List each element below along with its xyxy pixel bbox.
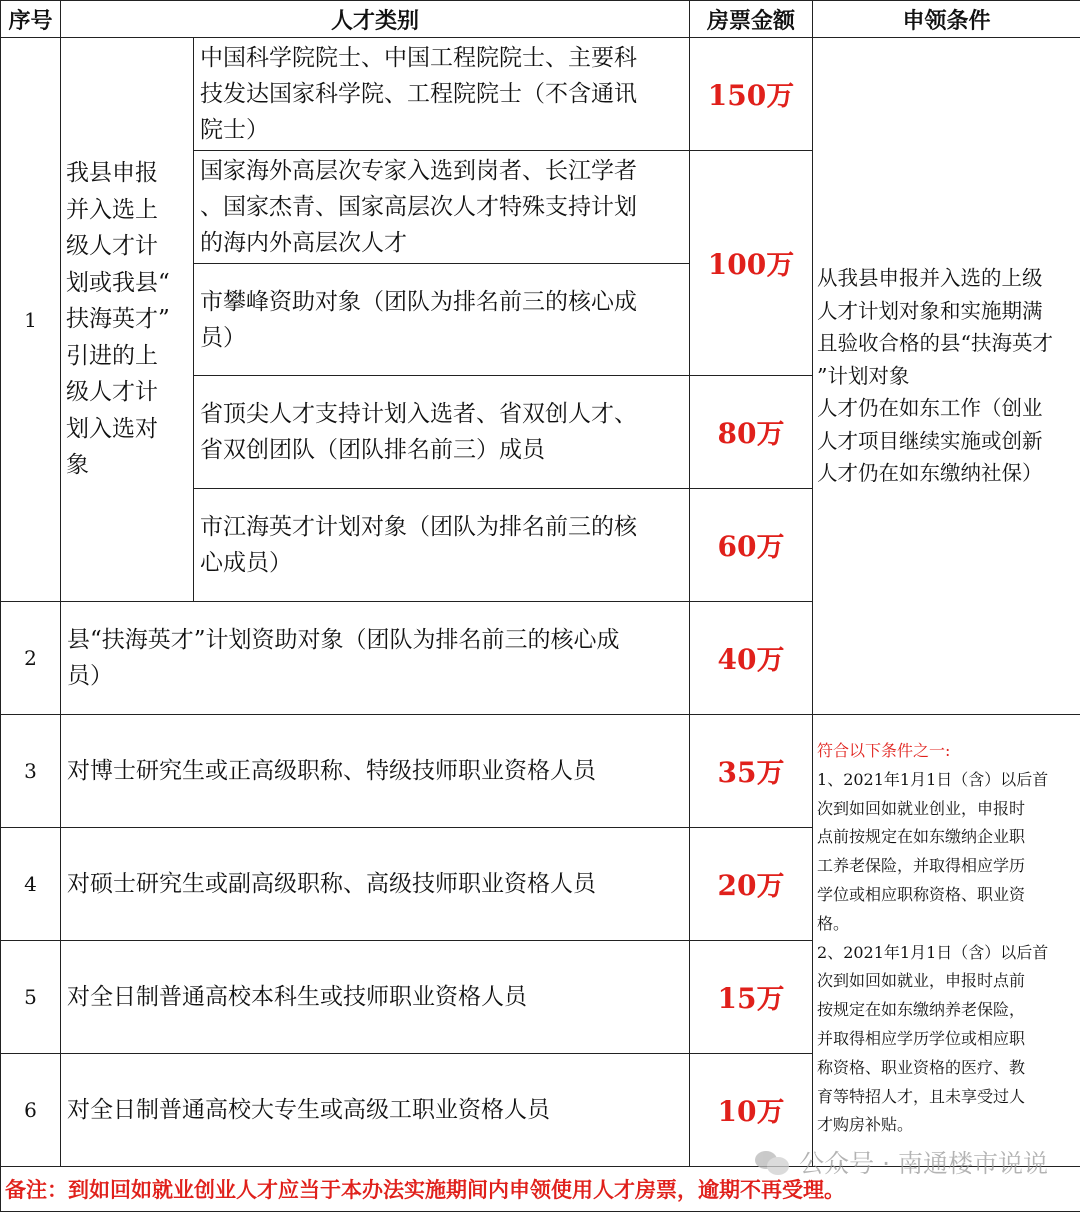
amount-cell: 40万 (690, 602, 813, 715)
amount-cell: 35万 (690, 715, 813, 828)
watermark-text: 公众号 · 南通楼市说说 (799, 1144, 1048, 1180)
amount-cell: 20万 (690, 828, 813, 941)
category-cell: 对全日制普通高校本科生或技师职业资格人员 (61, 941, 690, 1054)
row-seq: 2 (1, 602, 61, 715)
category-cell: 对博士研究生或正高级职称、特级技师职业资格人员 (61, 715, 690, 828)
row-seq: 5 (1, 941, 61, 1054)
amount-cell: 15万 (690, 941, 813, 1054)
header-seq: 序号 (1, 1, 61, 38)
header-amount: 房票金额 (690, 1, 813, 38)
amount-cell: 60万 (690, 489, 813, 602)
condition-lower-title: 符合以下条件之一: (817, 737, 1076, 766)
condition-lower (813, 715, 1080, 1167)
amount-cell: 150万 (690, 38, 813, 151)
row-seq: 1 (1, 38, 61, 602)
category-cell: 市攀峰资助对象（团队为排名前三的核心成 员） (194, 264, 690, 376)
wechat-icon (755, 1149, 791, 1175)
category-cell: 县“扶海英才”计划资助对象（团队为排名前三的核心成 员） (61, 602, 690, 715)
row-seq: 6 (1, 1054, 61, 1167)
header-row (1, 1, 1080, 38)
watermark (755, 1144, 1048, 1180)
condition-lower-body: 1、2021年1月1日（含）以后首 次到如回如就业创业，申报时 点前按规定在如东缴纳企业职 工养老保险，并取得相应学历 学位或相应职称资格、职业资 格。 2、2021年1月1日（含）以后首 次到如回如就业，申报时点前 按规定在如东缴纳养老保险， 并取得相应学历学位或相应职 称资格、职业资格的医疗、教 育等特招人才，且未享受过人 才购房补贴。 (817, 766, 1076, 1140)
row-seq: 4 (1, 828, 61, 941)
condition-upper: 从我县申报并入选的上级 人才计划对象和实施期满 且验收合格的县“扶海英才 ”计划对象 人才仍在如东工作（创业 人才项目继续实施或创新 人才仍在如东缴纳社保） (813, 38, 1080, 715)
header-category: 人才类别 (61, 1, 690, 38)
category-cell: 对硕士研究生或副高级职称、高级技师职业资格人员 (61, 828, 690, 941)
category-cell: 市江海英才计划对象（团队为排名前三的核 心成员） (194, 489, 690, 602)
table-row (1, 38, 1080, 151)
row-seq: 3 (1, 715, 61, 828)
group-category: 我县申报 并入选上 级人才计 划或我县“ 扶海英才” 引进的上 级人才计 划入选对 象 (61, 38, 194, 602)
category-cell: 省顶尖人才支持计划入选者、省双创人才、 省双创团队（团队排名前三）成员 (194, 376, 690, 489)
category-cell: 国家海外高层次专家入选到岗者、长江学者 、国家杰青、国家高层次人才特殊支持计划 的海内外高层次人才 (194, 151, 690, 264)
amount-cell: 10万 (690, 1054, 813, 1167)
amount-cell: 100万 (690, 151, 813, 376)
header-condition: 申领条件 (813, 1, 1080, 38)
table-row (1, 715, 1080, 828)
category-cell: 中国科学院院士、中国工程院院士、主要科 技发达国家科学院、工程院院士（不含通讯 院士） (194, 38, 690, 151)
amount-cell: 80万 (690, 376, 813, 489)
note-text: 备注：到如回如就业创业人才应当于本办法实施期间内申领使用人才房票，逾期不再受理。 (1, 1167, 1080, 1212)
category-cell: 对全日制普通高校大专生或高级工职业资格人员 (61, 1054, 690, 1167)
